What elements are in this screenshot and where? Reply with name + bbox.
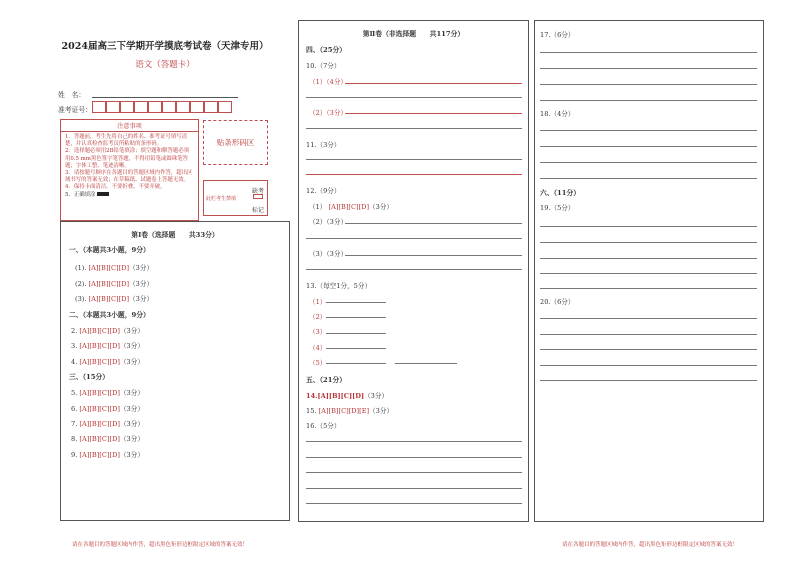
q13-item: （5）: [309, 359, 327, 367]
answer-line[interactable]: [540, 365, 757, 366]
answer-options[interactable]: [A][B][C][D]: [79, 342, 120, 350]
answer-line[interactable]: [540, 68, 757, 69]
answer-options[interactable]: [A][B][C][D]: [79, 420, 120, 428]
exam-id-boxes[interactable]: [92, 101, 232, 115]
answer-line[interactable]: [540, 226, 757, 227]
absent-box: [203, 180, 268, 216]
id-label: 准考证号：: [58, 106, 92, 114]
answer-options[interactable]: [A][B][C][D]: [88, 280, 130, 288]
answer-line[interactable]: [540, 380, 757, 381]
notice-item: 4．保持卡面清洁，不要折叠、不要弄破。: [65, 184, 166, 191]
answer-line[interactable]: [540, 258, 757, 259]
answer-options[interactable]: [A][B][C][D]: [88, 264, 130, 272]
answer-line[interactable]: [540, 349, 757, 350]
notice-item: 1．答题前，考生先将自己的姓名、准考证号填写清楚，并认真检查监考员所粘贴的条形码。: [65, 134, 188, 148]
q11-label: 11.（3分）: [306, 141, 341, 149]
answer-options[interactable]: [A][B][C][D]: [79, 327, 120, 335]
answer-line[interactable]: [306, 128, 522, 129]
notice-title: 注意事项: [61, 120, 198, 132]
part1-title: 第Ⅰ卷（选择题 共33分）: [131, 231, 219, 239]
answer-line[interactable]: [306, 441, 522, 442]
part2-title: 第Ⅱ卷（非选择题 共117分）: [362, 30, 465, 38]
page-title: 2024届高三下学期开学摸底考试卷（天津专用）: [61, 41, 269, 52]
answer-line[interactable]: [540, 84, 757, 85]
answer-line[interactable]: [345, 255, 522, 256]
answer-options[interactable]: [A][B][C][D]: [79, 435, 120, 443]
section2-header: 二、（本题共3小题，9分）: [69, 311, 150, 319]
name-field[interactable]: [92, 97, 238, 98]
answer-line[interactable]: [306, 238, 522, 239]
q20-label: 20.（6分）: [540, 298, 575, 306]
q13-label: 13.（每空1分，5分）: [306, 282, 372, 290]
absent-checkbox[interactable]: [253, 194, 263, 199]
q13-item: （1）: [309, 298, 327, 306]
mark-label: 标记: [252, 207, 265, 214]
notice-item: 3．请按题号顺序在各题目的答题区域内作答，超出区域书写的答案无效；在草稿纸、试题卷上答题无效。: [65, 170, 193, 184]
notice-box: [60, 119, 199, 221]
q10-label: 10.（7分）: [306, 62, 341, 70]
answer-line[interactable]: [306, 159, 522, 160]
absent-note: 此栏考生禁填: [206, 196, 237, 202]
blank-line[interactable]: [395, 363, 457, 364]
answer-line[interactable]: [345, 223, 522, 224]
answer-line[interactable]: [540, 242, 757, 243]
sample-label: 5．正确填涂: [65, 191, 96, 198]
answer-line[interactable]: [306, 269, 522, 270]
section6-header: 六、（11分）: [540, 189, 581, 197]
name-label: 姓 名：: [58, 91, 86, 99]
q13-item: （4）: [309, 344, 327, 352]
q14-options[interactable]: 14.[A][B][C][D]: [306, 392, 365, 400]
answer-line[interactable]: [306, 472, 522, 473]
filled-sample-mark: [97, 192, 109, 196]
section3-header: 三、（15分）: [69, 373, 110, 381]
answer-line[interactable]: [540, 146, 757, 147]
answer-line[interactable]: [345, 113, 522, 114]
answer-line[interactable]: [306, 503, 522, 504]
answer-line[interactable]: [540, 288, 757, 289]
q10-1-label: （1）（4分）: [309, 78, 348, 86]
answer-options[interactable]: [A][B][C][D]: [88, 295, 130, 303]
blank-line[interactable]: [326, 317, 386, 318]
answer-options[interactable]: [A][B][C][D]: [79, 451, 120, 459]
blank-line[interactable]: [326, 363, 386, 364]
barcode-label: 贴条形码区: [216, 138, 255, 147]
q19-label: 19.（5分）: [540, 204, 575, 212]
answer-line[interactable]: [540, 130, 757, 131]
answer-options[interactable]: [A][B][C][D]: [79, 358, 120, 366]
q12-label: 12.（9分）: [306, 187, 341, 195]
answer-options[interactable]: [A][B][C][D]: [328, 203, 370, 211]
footer-warning-right: 请在各题目的答题区域内作答，超出黑色矩形边框限定区域的答案无效！: [562, 542, 739, 548]
footer-warning-left: 请在各题目的答题区域内作答，超出黑色矩形边框限定区域的答案无效！: [72, 542, 249, 548]
answer-line[interactable]: [540, 318, 757, 319]
q10-2-label: （2）（3分）: [309, 109, 348, 117]
right-answer-box: [534, 20, 764, 522]
section4-header: 四、（25分）: [306, 46, 347, 54]
answer-line[interactable]: [345, 83, 522, 84]
answer-line[interactable]: [306, 174, 522, 175]
q13-item: （3）: [309, 328, 327, 336]
blank-line[interactable]: [326, 348, 386, 349]
answer-line[interactable]: [306, 488, 522, 489]
answer-line[interactable]: [540, 178, 757, 179]
part2-box: [298, 20, 529, 522]
q16-label: 16.（5分）: [306, 422, 341, 430]
answer-line[interactable]: [306, 457, 522, 458]
q15-options[interactable]: [A][B][C][D][E]: [318, 407, 370, 415]
q18-label: 18.（4分）: [540, 110, 575, 118]
q13-item: （2）: [309, 313, 327, 321]
blank-line[interactable]: [326, 302, 386, 303]
answer-line[interactable]: [306, 97, 522, 98]
notice-item: 2．选择题必须用2B铅笔填涂；填空题和解答题必须用0.5 mm黑色签字笔答题，不得用铅笔或圆珠笔答题；字体工整、笔迹清晰。: [65, 148, 190, 169]
section5-header: 五、（21分）: [306, 376, 347, 384]
answer-line[interactable]: [540, 162, 757, 163]
absent-label: 缺考: [252, 188, 265, 195]
answer-options[interactable]: [A][B][C][D]: [79, 405, 120, 413]
barcode-area: [203, 120, 268, 165]
answer-line[interactable]: [540, 100, 757, 101]
blank-line[interactable]: [326, 333, 386, 334]
q12-3-label: （3）（3分）: [309, 250, 348, 258]
q17-label: 17.（6分）: [540, 31, 575, 39]
q12-2-label: （2）（3分）: [309, 218, 348, 226]
answer-line[interactable]: [540, 273, 757, 274]
page-subtitle: 语文（答题卡）: [135, 60, 195, 70]
answer-line[interactable]: [540, 52, 757, 53]
answer-line[interactable]: [540, 334, 757, 335]
section1-header: 一、（本题共3小题，9分）: [69, 246, 150, 254]
answer-options[interactable]: [A][B][C][D]: [79, 389, 120, 397]
